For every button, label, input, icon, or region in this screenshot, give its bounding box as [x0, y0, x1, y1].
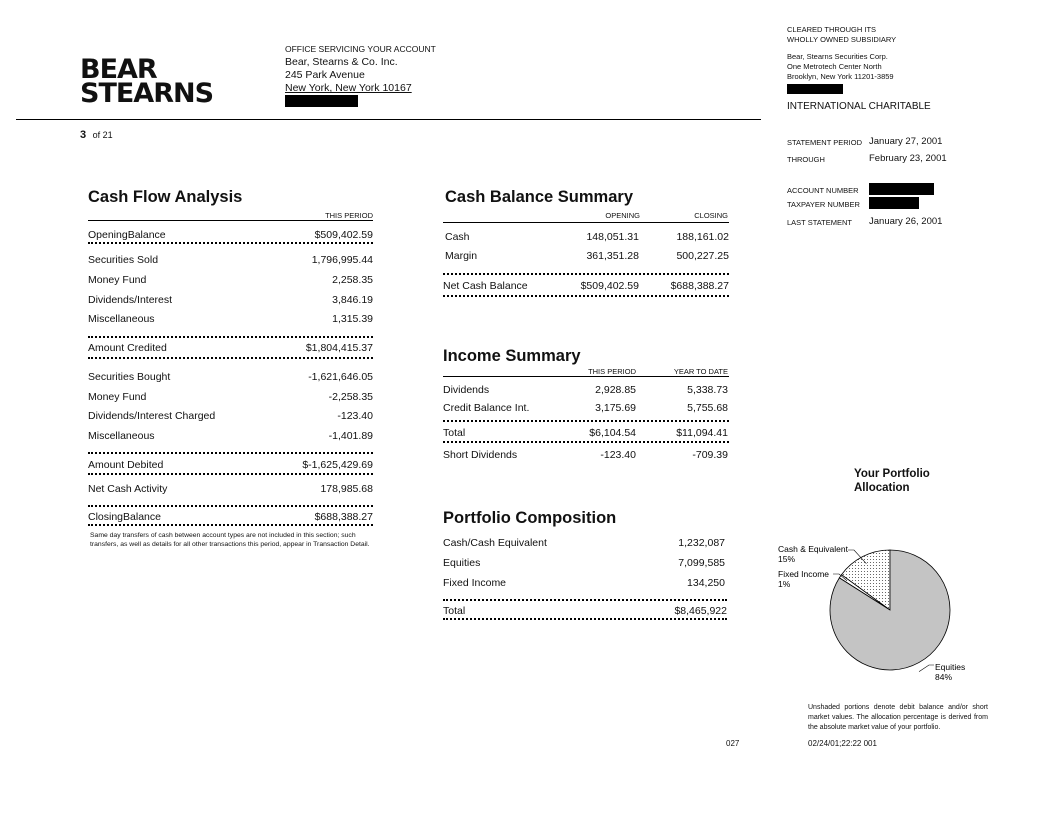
clearing-city: Brooklyn, New York 11201-3859 — [787, 72, 894, 81]
row-value: 178,985.68 — [320, 483, 373, 495]
through-value: February 23, 2001 — [869, 153, 947, 164]
debit-row — [88, 410, 373, 422]
rule — [88, 220, 373, 221]
row-label: Money Fund — [88, 274, 147, 286]
income-total-row — [443, 427, 728, 439]
closing-balance-row — [88, 511, 373, 523]
dotted-rule — [443, 273, 729, 275]
opening-value: 361,351.28 — [586, 250, 639, 262]
row-value: 2,258.35 — [332, 274, 373, 286]
portfolio-row — [443, 537, 725, 549]
debit-row — [88, 391, 373, 403]
taxpayer-number — [787, 200, 860, 209]
row-label: Short Dividends — [443, 449, 518, 461]
row-label: Fixed Income — [443, 577, 507, 589]
allocation-pie-chart — [770, 540, 990, 690]
closing-value: 188,161.02 — [676, 231, 729, 243]
dotted-rule — [443, 295, 729, 297]
clearing-line-2: WHOLLY OWNED SUBSIDIARY — [787, 34, 897, 44]
debit-row — [88, 371, 373, 383]
allocation-title-line-1: Your Portfolio — [854, 468, 930, 480]
row-value: -2,258.35 — [328, 391, 373, 403]
through-label: THROUGH — [787, 155, 825, 164]
ytd-value: 5,338.73 — [687, 384, 728, 396]
row-label: Dividends/Interest Charged — [88, 410, 216, 422]
dotted-rule — [443, 420, 729, 422]
statement-through — [787, 153, 947, 164]
closing-value: 500,227.25 — [676, 250, 729, 262]
office-city: New York, New York 10167 — [285, 82, 412, 94]
income-title: Income Summary — [443, 347, 581, 365]
bear-stearns-logo — [80, 54, 214, 109]
allocation-title-line-2: Allocation — [854, 482, 910, 494]
cash-flow-col-header: THIS PERIOD — [325, 211, 373, 220]
row-label: Money Fund — [88, 391, 147, 403]
amount-debited-row — [88, 459, 373, 471]
cash-flow-note: Same day transfers of cash between account types are not included in this section; such transfers, as well as details for all other transactions this period, appear in Transaction Detail. — [90, 532, 370, 548]
credit-row — [88, 294, 373, 306]
row-value: 134,250 — [687, 577, 725, 589]
account-number-label: ACCOUNT NUMBER — [787, 186, 859, 195]
row-label: Securities Bought — [88, 371, 171, 383]
dotted-rule — [88, 505, 373, 507]
taxpayer-number-label: TAXPAYER NUMBER — [787, 200, 860, 209]
allocation-footnote: Unshaded portions denote debit balance and/or short market values. The allocation percentage is derived from the absolute market value of your portfolio. — [808, 704, 988, 731]
last-statement-label: LAST STATEMENT — [787, 218, 853, 227]
row-value: 1,315.39 — [332, 313, 373, 325]
clearing-name: Bear, Stearns Securities Corp. — [787, 52, 888, 61]
row-value: 1,796,995.44 — [311, 254, 373, 266]
redacted-block — [285, 95, 358, 107]
row-label: Cash — [445, 231, 470, 243]
cash-balance-title: Cash Balance Summary — [445, 188, 634, 206]
row-label: Net Cash Activity — [88, 483, 168, 495]
office-header: OFFICE SERVICING YOUR ACCOUNT — [285, 44, 436, 54]
row-label: Miscellaneous — [88, 430, 155, 442]
opening-col-header: OPENING — [605, 211, 640, 220]
credit-row — [88, 274, 373, 286]
cash-balance-row — [445, 231, 729, 243]
row-label: Amount Credited — [88, 342, 167, 354]
row-value: -1,401.89 — [328, 430, 373, 442]
row-label: OpeningBalance — [88, 229, 166, 241]
portfolio-total-row — [443, 605, 727, 617]
clearing-line-1: CLEARED THROUGH ITS — [787, 25, 877, 34]
pie-slices — [830, 550, 950, 670]
logo-line-1: BEAR — [80, 54, 157, 85]
dotted-rule — [443, 618, 727, 620]
this-period-value: $6,104.54 — [589, 427, 636, 439]
credit-row — [88, 313, 373, 325]
dotted-rule — [88, 242, 373, 244]
dotted-rule — [88, 452, 373, 454]
cash-flow-title: Cash Flow Analysis — [88, 188, 243, 206]
opening-value: 148,051.31 — [586, 231, 639, 243]
ytd-col-header: YEAR TO DATE — [673, 367, 728, 376]
income-row — [443, 402, 728, 414]
dotted-rule — [443, 599, 727, 601]
pie-leader-line — [919, 665, 934, 672]
dotted-rule — [88, 357, 373, 359]
net-cash-balance-row — [443, 280, 729, 292]
office-servicing-block — [285, 43, 436, 111]
amount-credited-row — [88, 342, 373, 354]
page-code: 027 — [726, 739, 740, 748]
this-period-value: 3,175.69 — [595, 402, 636, 414]
credit-row — [88, 254, 373, 266]
allocation-title — [854, 467, 930, 495]
row-label: Cash/Cash Equivalent — [443, 537, 547, 549]
pie-label-fixed-income: Fixed Income 1% — [778, 569, 830, 589]
net-cash-activity-row — [88, 483, 373, 495]
row-label: Equities — [443, 557, 481, 569]
ytd-value: $11,094.41 — [676, 427, 728, 439]
this-period-value: 2,928.85 — [595, 384, 636, 396]
row-value: 3,846.19 — [332, 294, 373, 306]
row-value: $688,388.27 — [314, 511, 373, 523]
row-label: Amount Debited — [88, 459, 164, 471]
row-value: $8,465,922 — [674, 605, 727, 617]
portfolio-row — [443, 577, 725, 589]
row-label: Total — [443, 427, 466, 439]
row-label: Credit Balance Int. — [443, 402, 530, 414]
row-label: Securities Sold — [88, 254, 159, 266]
row-value: $-1,625,429.69 — [302, 459, 373, 471]
account-name: INTERNATIONAL CHARITABLE — [787, 101, 931, 112]
redacted-block — [787, 84, 843, 94]
account-number — [787, 186, 859, 195]
row-value: $1,804,415.37 — [305, 342, 373, 354]
dotted-rule — [443, 441, 729, 443]
row-value: -1,621,646.05 — [308, 371, 373, 383]
page-number — [80, 129, 113, 141]
row-value: -123.40 — [337, 410, 373, 422]
rule — [443, 376, 729, 377]
redacted-block — [869, 183, 934, 195]
statement-period-label: STATEMENT PERIOD — [787, 138, 863, 147]
closing-value: $688,388.27 — [670, 280, 729, 292]
this-period-col-header: THIS PERIOD — [588, 367, 636, 376]
ytd-value: 5,755.68 — [687, 402, 728, 414]
income-row — [443, 384, 728, 396]
debit-row — [88, 430, 373, 442]
last-statement — [787, 216, 943, 227]
pie-label-equities: Equities 84% — [935, 662, 966, 682]
row-label: Dividends/Interest — [88, 294, 173, 306]
pie-label-cash: Cash & Equivalent 15% — [778, 544, 848, 564]
portfolio-row — [443, 557, 725, 569]
office-street: 245 Park Avenue — [285, 69, 365, 81]
row-label: Margin — [445, 250, 478, 262]
logo-line-2: STEARNS — [80, 78, 214, 109]
row-label: Net Cash Balance — [443, 280, 528, 292]
opening-value: $509,402.59 — [580, 280, 639, 292]
clearing-street: One Metrotech Center North — [787, 62, 882, 71]
row-label: Miscellaneous — [88, 313, 155, 325]
row-label: Dividends — [443, 384, 490, 396]
portfolio-title: Portfolio Composition — [443, 509, 617, 527]
cash-balance-row — [445, 250, 729, 262]
redacted-block — [869, 197, 919, 209]
header-divider — [16, 119, 761, 120]
page-current: 3 — [80, 129, 87, 141]
office-name: Bear, Stearns & Co. Inc. — [285, 56, 398, 68]
dotted-rule — [88, 473, 373, 475]
print-stamp: 02/24/01;22:22 001 — [808, 739, 877, 748]
short-dividends-row — [443, 449, 728, 461]
row-label: Total — [443, 605, 466, 617]
this-period-value: -123.40 — [600, 449, 636, 461]
dotted-rule — [88, 336, 373, 338]
row-label: ClosingBalance — [88, 511, 161, 523]
dotted-rule — [88, 524, 373, 526]
closing-col-header: CLOSING — [694, 211, 728, 220]
page-of: of 21 — [92, 130, 113, 140]
opening-balance-row — [88, 229, 373, 241]
last-statement-value: January 26, 2001 — [869, 216, 943, 227]
rule — [443, 222, 729, 223]
statement-period-value: January 27, 2001 — [869, 136, 943, 147]
row-value: 1,232,087 — [678, 537, 725, 549]
statement-period — [787, 136, 943, 147]
clearing-block — [787, 25, 896, 97]
row-value: $509,402.59 — [314, 229, 373, 241]
row-value: 7,099,585 — [678, 557, 725, 569]
ytd-value: -709.39 — [692, 449, 728, 461]
